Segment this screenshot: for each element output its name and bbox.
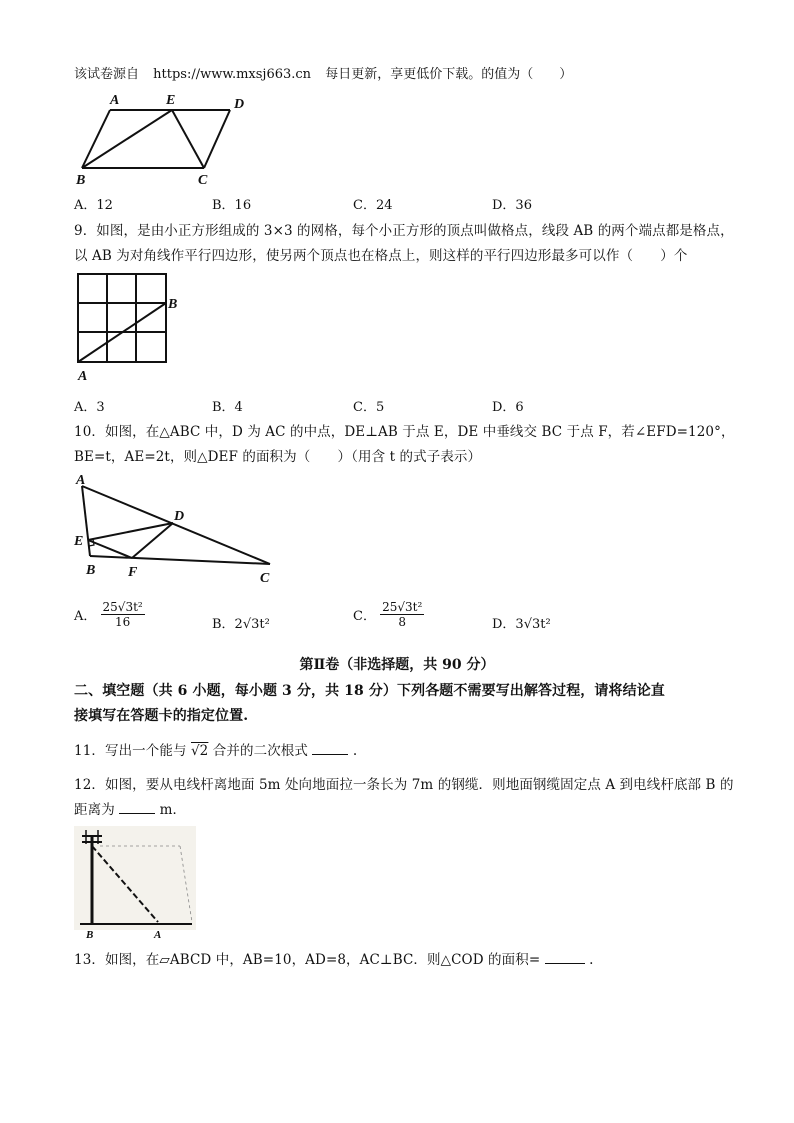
q10-text-line1: 10．如图，在△ABC 中，D 为 AC 的中点，DE⊥AB 于点 E，DE 中垂线交 BC 于点 F，若∠EFD=120°， xyxy=(74,424,735,440)
q8-parallelogram-figure xyxy=(72,88,262,188)
q9-option-d: D．6 xyxy=(492,400,524,415)
q11-answer-blank[interactable] xyxy=(312,742,348,755)
q12-text-line1: 12．如图，要从电线杆离地面 5m 处向地面拉一条长为 7m 的钢缆．则地面钢缆固定点 A 到电线杆底部 B 的 xyxy=(74,777,734,793)
q10-option-c-denominator: 8 xyxy=(398,615,406,629)
q8-label-e: E xyxy=(166,93,176,108)
q13-pre: 13．如图，在▱ABCD 中，AB=10，AD=8，AC⊥BC．则△COD 的面积= xyxy=(74,952,541,968)
q10-segment-fd xyxy=(132,523,173,558)
q9-grid-figure xyxy=(70,268,190,384)
header-note: 每日更新，享更低价下载。的值为（ ） xyxy=(325,67,573,82)
q11-radical: √2 xyxy=(190,743,209,759)
q12-text-line2 xyxy=(74,798,186,818)
section2-title: 第Ⅱ卷（非选择题，共 90 分） xyxy=(299,657,495,673)
q11-pre: 11．写出一个能与 xyxy=(74,743,187,759)
q9-label-b: B xyxy=(168,297,178,312)
q10-option-c-numerator: 25√3t² xyxy=(382,600,423,614)
q9-grid-border xyxy=(78,274,166,362)
q13-end: . xyxy=(589,952,594,968)
q8-segment-ec xyxy=(172,110,204,168)
q10-edge-ac xyxy=(82,486,270,564)
q10-option-c-fraction xyxy=(380,600,424,629)
q12-pole-figure xyxy=(70,822,200,940)
q10-option-a-denominator: 16 xyxy=(114,615,131,629)
q11-text xyxy=(74,739,357,759)
q13-text xyxy=(74,948,593,968)
header-source-label: 该试卷源自 xyxy=(74,67,140,82)
q8-option-a: A．12 xyxy=(74,198,113,213)
q10-label-e: E xyxy=(74,534,84,549)
q8-label-d: D xyxy=(234,97,245,112)
q9-option-a: A．3 xyxy=(74,400,105,415)
q9-option-c: C．5 xyxy=(353,400,385,415)
q10-option-b: B．2√3t² xyxy=(212,617,270,632)
q9-label-a: A xyxy=(78,369,88,384)
q11-post: 合并的二次根式 xyxy=(212,743,308,759)
q12-line2-post: m． xyxy=(159,802,187,818)
q10-label-d: D xyxy=(174,509,185,524)
q12-answer-blank[interactable] xyxy=(119,801,155,814)
q10-option-a-numerator: 25√3t² xyxy=(102,600,143,614)
q9-text-line1: 9．如图，是由小正方形组成的 3×3 的网格，每个小正方形的顶点叫做格点，线段 AB 的两个端点都是格点， xyxy=(74,223,734,239)
q10-label-b: B xyxy=(86,563,96,578)
q10-option-a-label: A． xyxy=(74,609,97,624)
q12-line2-pre: 距离为 xyxy=(74,802,115,818)
q8-label-c: C xyxy=(198,173,208,188)
q8-option-d: D．36 xyxy=(492,198,532,213)
q10-label-f: F xyxy=(128,565,138,580)
q10-option-a xyxy=(74,600,145,629)
q10-option-c-label: C． xyxy=(353,609,376,624)
header-url[interactable]: https://www.mxsj663.cn xyxy=(153,67,312,82)
q10-triangle-figure xyxy=(70,470,280,588)
q8-option-c: C．24 xyxy=(353,198,393,213)
q10-text-line2: BE=t，AE=2t，则△DEF 的面积为（ ）（用含 t 的式子表示） xyxy=(74,449,482,465)
q11-end: . xyxy=(352,743,358,759)
q12-label-b: B xyxy=(86,929,94,940)
q13-answer-blank[interactable] xyxy=(545,951,585,964)
q8-label-b: B xyxy=(76,173,86,188)
q9-text-line2: 以 AB 为对角线作平行四边形，使另两个顶点也在格点上，则这样的平行四边形最多可以作（ ）个 xyxy=(74,248,688,264)
q8-edge-dc xyxy=(204,110,230,168)
section2-instruction-line1: 二、填空题（共 6 小题，每小题 3 分，共 18 分）下列各题不需要写出解答过程，请将结论直 xyxy=(74,683,665,699)
q10-label-c: C xyxy=(260,571,270,586)
q12-label-a: A xyxy=(154,929,162,940)
section2-instruction-line2: 接填写在答题卡的指定位置. xyxy=(74,708,249,724)
q8-label-a: A xyxy=(110,93,120,108)
q10-edge-bc xyxy=(90,556,270,564)
q10-label-a: A xyxy=(76,473,86,488)
q10-option-a-fraction xyxy=(101,600,145,629)
q9-option-b: B．4 xyxy=(212,400,243,415)
q10-option-d: D．3√3t² xyxy=(492,617,551,632)
q10-option-c xyxy=(353,600,424,629)
q8-option-b: B．16 xyxy=(212,198,252,213)
header-line xyxy=(74,63,572,82)
q10-segment-ed xyxy=(88,523,173,540)
